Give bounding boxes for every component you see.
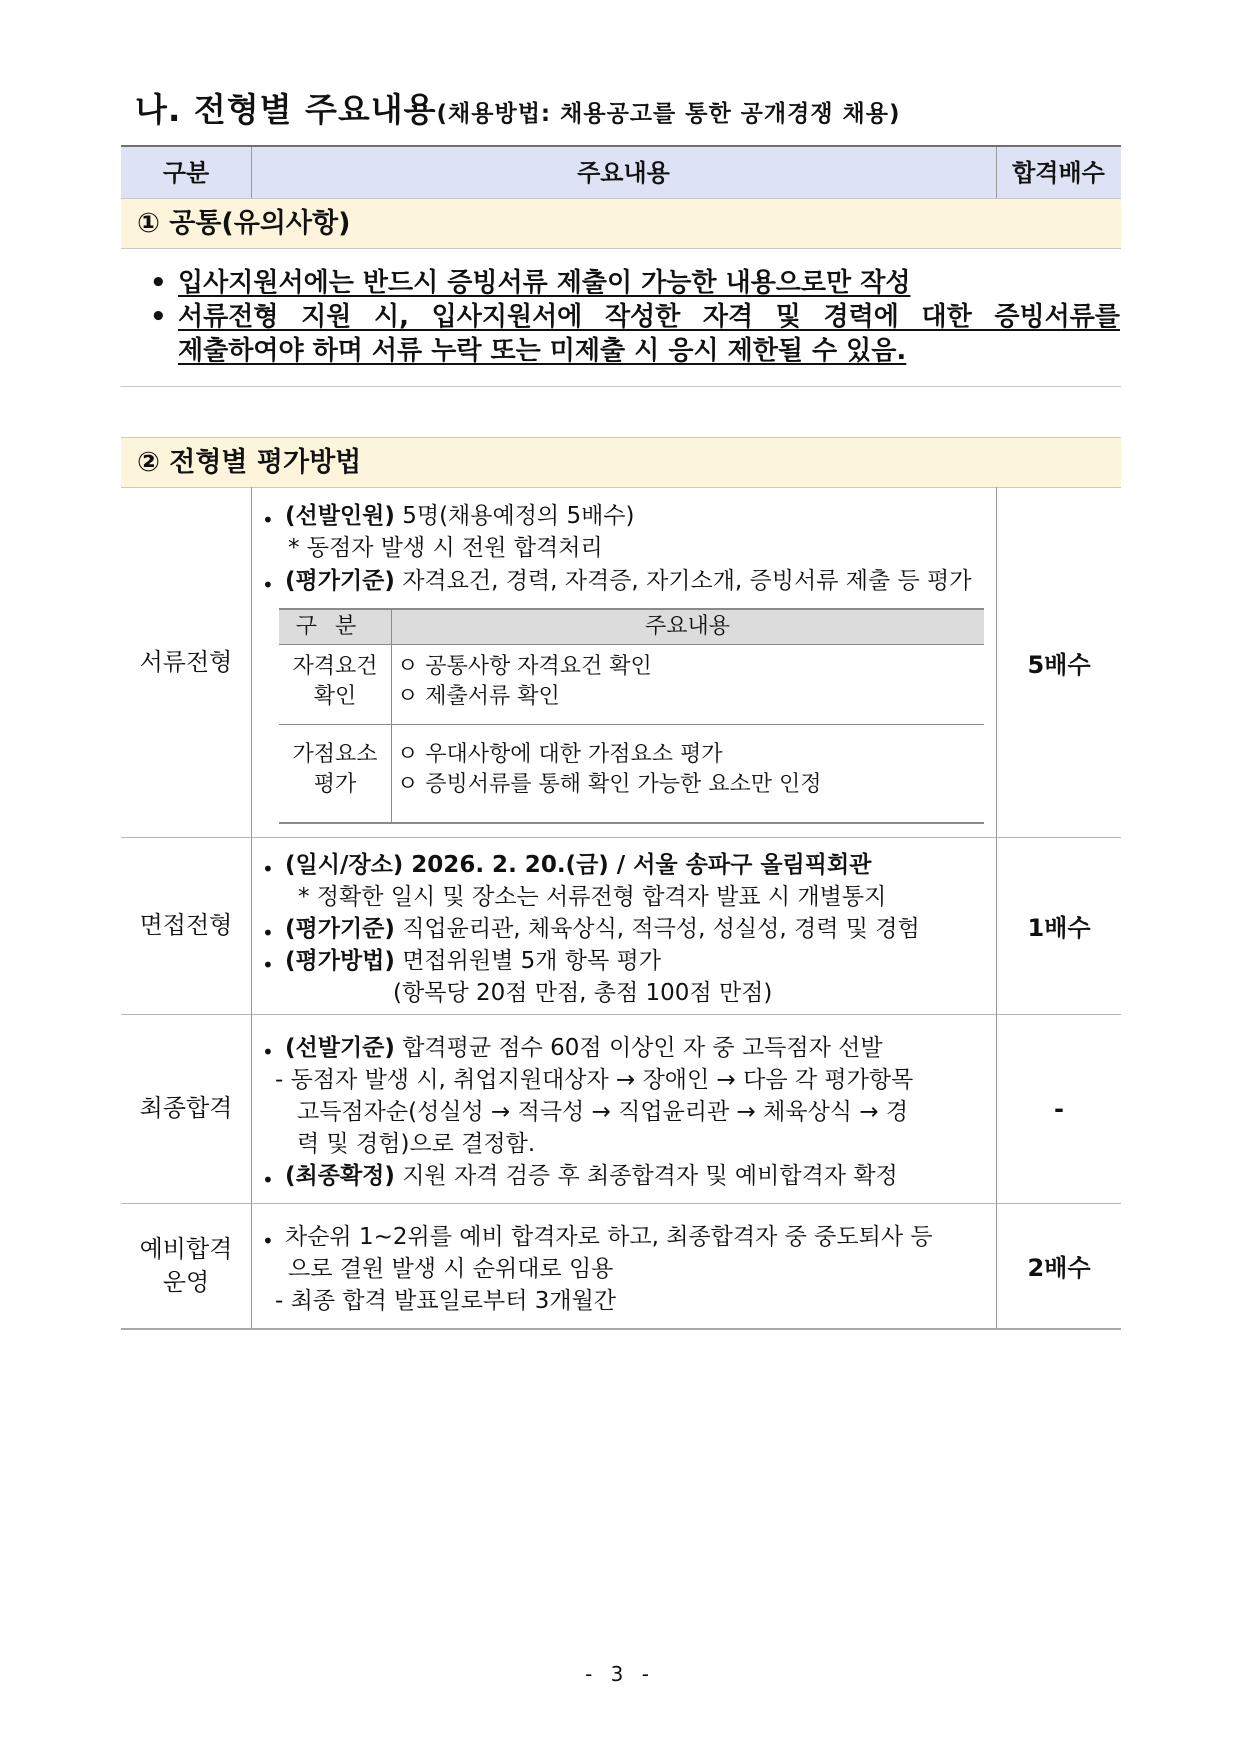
header-multiple: 합격배수 xyxy=(1012,159,1105,187)
criteria-item: ㅇ 우대사항에 대한 가점요소 평가 xyxy=(397,742,723,767)
row-name: 예비합격 운영 xyxy=(121,1203,252,1328)
row-multiple: 1배수 xyxy=(1027,914,1091,942)
final-line-5: (최종확정) 지원 자격 검증 후 최종합격자 및 예비합격자 확정 xyxy=(285,1163,898,1189)
criteria-divider xyxy=(391,644,392,822)
section-evaluation-header xyxy=(121,437,1121,488)
criteria-header-category: 구분 xyxy=(279,610,392,644)
doc-line-2: * 동점자 발생 시 전원 합격처리 xyxy=(288,535,603,561)
document-criteria-table xyxy=(279,608,984,824)
row-name: 최종합격 xyxy=(121,1014,252,1203)
common-note-1: • 입사지원서에는 반드시 증빙서류 제출이 가능한 내용으로만 작성 xyxy=(150,266,1120,300)
section-divider xyxy=(121,386,1121,387)
common-notes xyxy=(150,266,1120,368)
bullet-icon: • xyxy=(262,921,274,945)
bullet-icon: • xyxy=(262,1229,274,1253)
row-multiple: 5배수 xyxy=(1027,650,1091,679)
page-title-main: 나. 전형별 주요내용 xyxy=(135,90,437,129)
criteria-label-2: 가점요소 평가 xyxy=(292,742,378,797)
section-common-title: ① 공통(유의사항) xyxy=(137,208,351,239)
row-name: 면접전형 xyxy=(121,837,252,1014)
criteria-item: ㅇ 제출서류 확인 xyxy=(397,684,560,709)
doc-line-3: (평가기준) 자격요건, 경력, 자격증, 자기소개, 증빙서류 제출 등 평가 xyxy=(285,568,972,594)
interview-line-2: * 정확한 일시 및 장소는 서류전형 합격자 발표 시 개별통지 xyxy=(298,884,887,910)
bullet-icon: • xyxy=(262,573,274,597)
criteria-item: ㅇ 증빙서류를 통해 확인 가능한 요소만 인정 xyxy=(397,772,822,797)
row-name: 서류전형 xyxy=(121,487,252,837)
bullet-icon: • xyxy=(262,1168,274,1192)
interview-line-5: (항목당 20점 만점, 총점 100점 만점) xyxy=(393,980,773,1006)
reserve-line-3: - 최종 합격 발표일로부터 3개월간 xyxy=(275,1288,617,1314)
reserve-line-2: 으로 결원 발생 시 순위대로 임용 xyxy=(288,1256,614,1282)
bullet-icon: • xyxy=(262,953,274,977)
criteria-item: ㅇ 공통사항 자격요건 확인 xyxy=(397,654,652,679)
page-title xyxy=(135,84,901,131)
interview-line-1: (일시/장소) 2026. 2. 20.(금) / 서울 송파구 올림픽회관 xyxy=(285,852,872,878)
final-line-3: 고득점자순(성실성 → 적극성 → 직업윤리관 → 체육상식 → 경 xyxy=(297,1099,909,1125)
row-multiple: 2배수 xyxy=(1027,1254,1091,1282)
final-line-1: (선발기준) 합격평균 점수 60점 이상인 자 중 고득점자 선발 xyxy=(285,1035,883,1061)
final-line-2: - 동점자 발생 시, 취업지원대상자 → 장애인 → 다음 각 평가항목 xyxy=(275,1067,914,1093)
bullet-icon: • xyxy=(262,857,274,881)
final-line-4: 력 및 경험)으로 결정함. xyxy=(297,1131,536,1157)
bullet-icon: • xyxy=(262,508,274,532)
header-content: 주요내용 xyxy=(251,147,997,199)
reserve-line-1: 차순위 1~2위를 예비 합격자로 하고, 최종합격자 중 중도퇴사 등 xyxy=(285,1224,933,1250)
page-title-sub: (채용방법: 채용공고를 통한 공개경쟁 채용) xyxy=(436,101,901,127)
common-note-2: • 서류전형 지원 시, 입사지원서에 작성한 자격 및 경력에 대한 증빙서류를 제출하여야 하며 서류 누락 또는 미제출 시 응시 제한될 수 있음. xyxy=(150,300,1120,368)
criteria-header xyxy=(279,610,984,645)
page-number: - 3 - xyxy=(585,1662,655,1686)
bullet-icon: • xyxy=(262,1040,274,1064)
header-category: 구분 xyxy=(121,147,252,199)
criteria-label-1: 자격요건 확인 xyxy=(292,654,378,709)
interview-line-4: (평가방법) 면접위원별 5개 항목 평가 xyxy=(285,948,661,974)
section-common-header xyxy=(121,198,1121,249)
row-multiple: - xyxy=(1054,1094,1064,1123)
criteria-header-content: 주요내용 xyxy=(644,614,730,639)
doc-line-1: (선발인원) 5명(채용예정의 5배수) xyxy=(285,503,635,529)
criteria-row-divider xyxy=(279,724,984,725)
table-header xyxy=(121,145,1121,200)
interview-line-3: (평가기준) 직업윤리관, 체육상식, 적극성, 성실성, 경력 및 경험 xyxy=(285,916,920,942)
section-evaluation-title: ② 전형별 평가방법 xyxy=(137,447,362,478)
